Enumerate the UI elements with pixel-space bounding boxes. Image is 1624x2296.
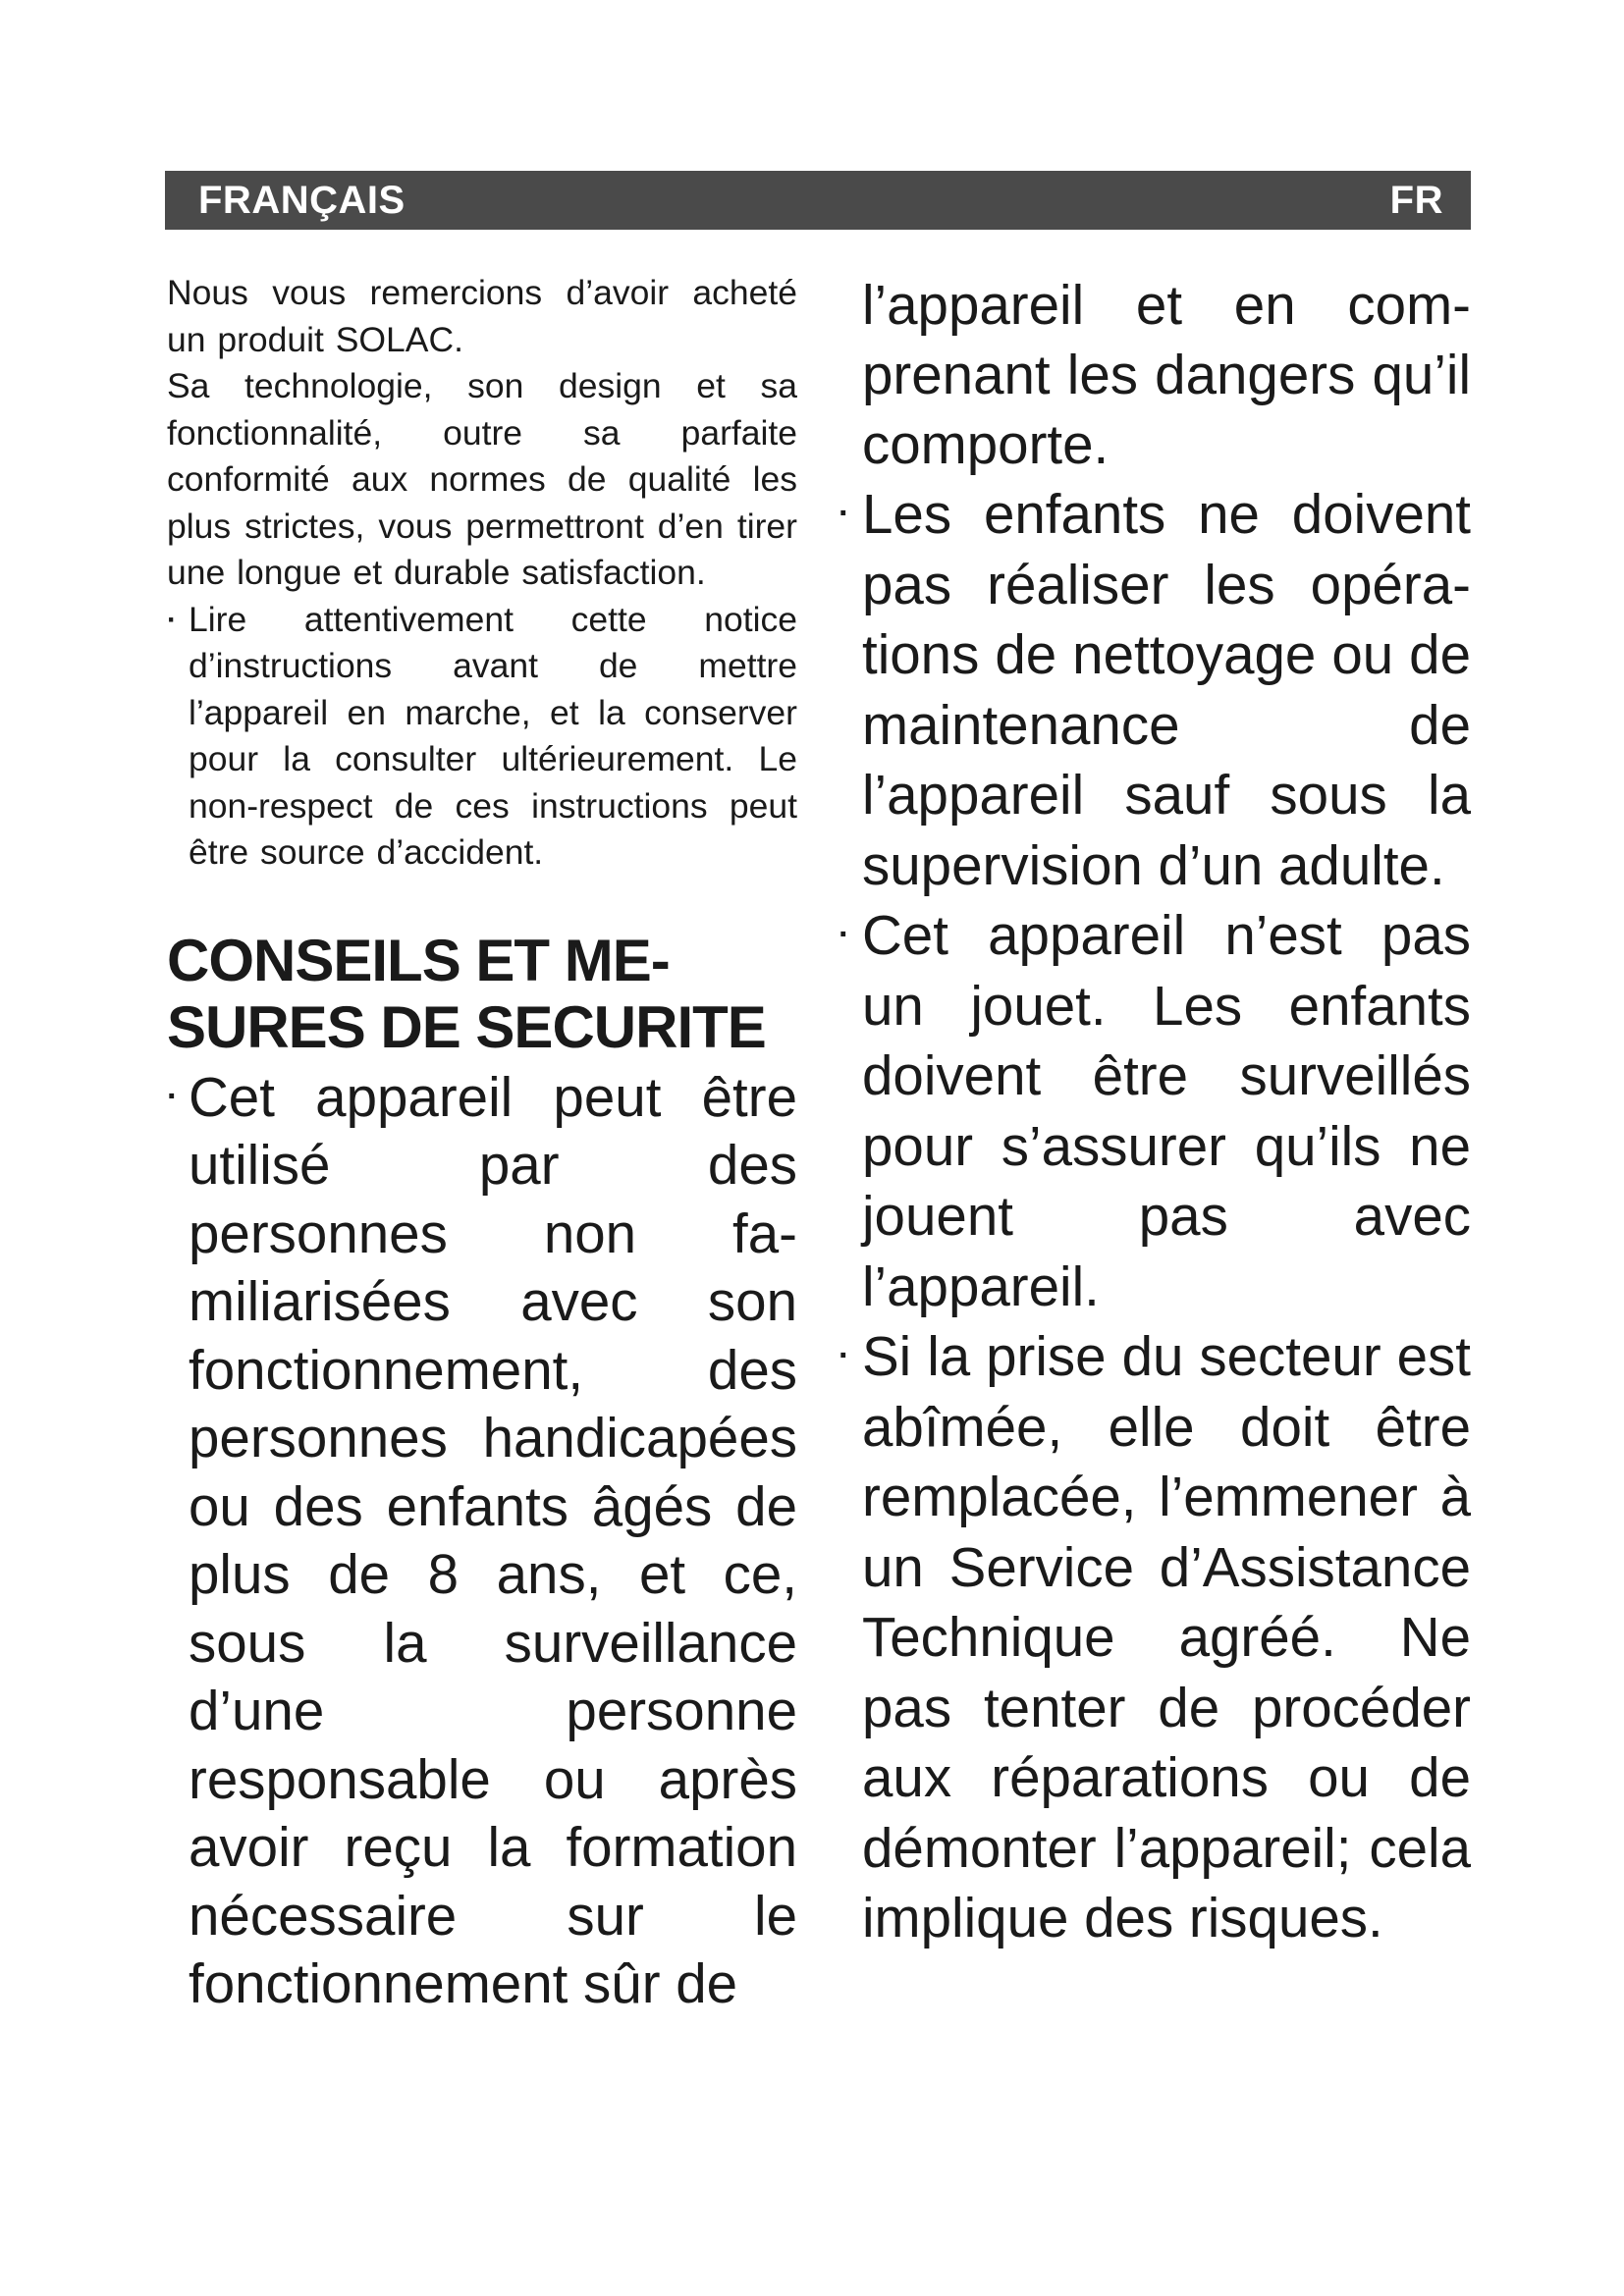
- intro-bullet-read-instructions: [167, 597, 797, 877]
- bullet-dot: ·: [839, 1337, 850, 1374]
- bullet-text: Les enfants ne doivent pas réaliser les opérations de nettoyage ou de maintenance de l’appareil sauf sous la supervision d’un adulte.: [862, 483, 1471, 896]
- intro-paragraph-thanks: Nous vous remercions d’avoir acheté un produit SOLAC.: [167, 273, 797, 359]
- bullet-text: Lire attentivement cette notice d’instructions avant de mettre l’appareil en marche, et la conserver pour la consulter ultérieurement. Le non-respect de ces instructions peut être source d’accident.: [189, 599, 797, 872]
- safety-bullet-damaged-plug: [839, 1321, 1471, 1953]
- language-header-bar: [165, 171, 1471, 230]
- bullet-text: Cet appareil n’est pas un jouet. Les enfants doivent être surveillés pour s’assurer qu’ils ne jouent pas avec l’appareil.: [862, 904, 1471, 1317]
- safety-bullet-usage-continued: l’appareil et en comprenant les dangers qu’il comporte.: [862, 274, 1471, 475]
- safety-bullet-children-cleaning: [839, 479, 1471, 900]
- bullet-dot: ·: [167, 603, 177, 636]
- bullet-dot: ·: [839, 916, 850, 953]
- safety-bullet-not-a-toy: [839, 900, 1471, 1321]
- bullet-dot: ·: [839, 495, 850, 532]
- language-label: FRANÇAIS: [198, 178, 406, 222]
- intro-paragraph-technology: Sa technologie, son design et sa fonctionnalité, outre sa parfaite conformité aux normes de qualité les plus strictes, vous permettront d’en tirer une longue et durable satisfaction.: [167, 366, 797, 592]
- bullet-text: Cet appareil peut être utilisé par des personnes non familiarisées avec son fonctionnement, des personnes handicapées ou des enfants âgés de plus de 8 ans, et ce, sous la surveillance d’une personne responsable ou après avoir reçu la formation nécessaire sur le fonctionnement sûr de: [189, 1065, 797, 2014]
- safety-bullet-usage: [167, 1063, 797, 2018]
- bullet-text: Si la prise du secteur est abîmée, elle doit être remplacée, l’emmener à un Service d’Assistance Technique agréé. Ne pas tenter de procéder aux réparations ou de démonter l’appareil; cela implique des risques.: [862, 1325, 1471, 1949]
- left-column: [167, 270, 797, 2018]
- safety-section-title: CONSEILS ET MESURES DE SECURITE: [167, 927, 766, 1060]
- right-column: [839, 270, 1471, 1953]
- intro-section: [167, 270, 797, 877]
- bullet-dot: ·: [167, 1077, 179, 1115]
- language-code: FR: [1389, 178, 1443, 222]
